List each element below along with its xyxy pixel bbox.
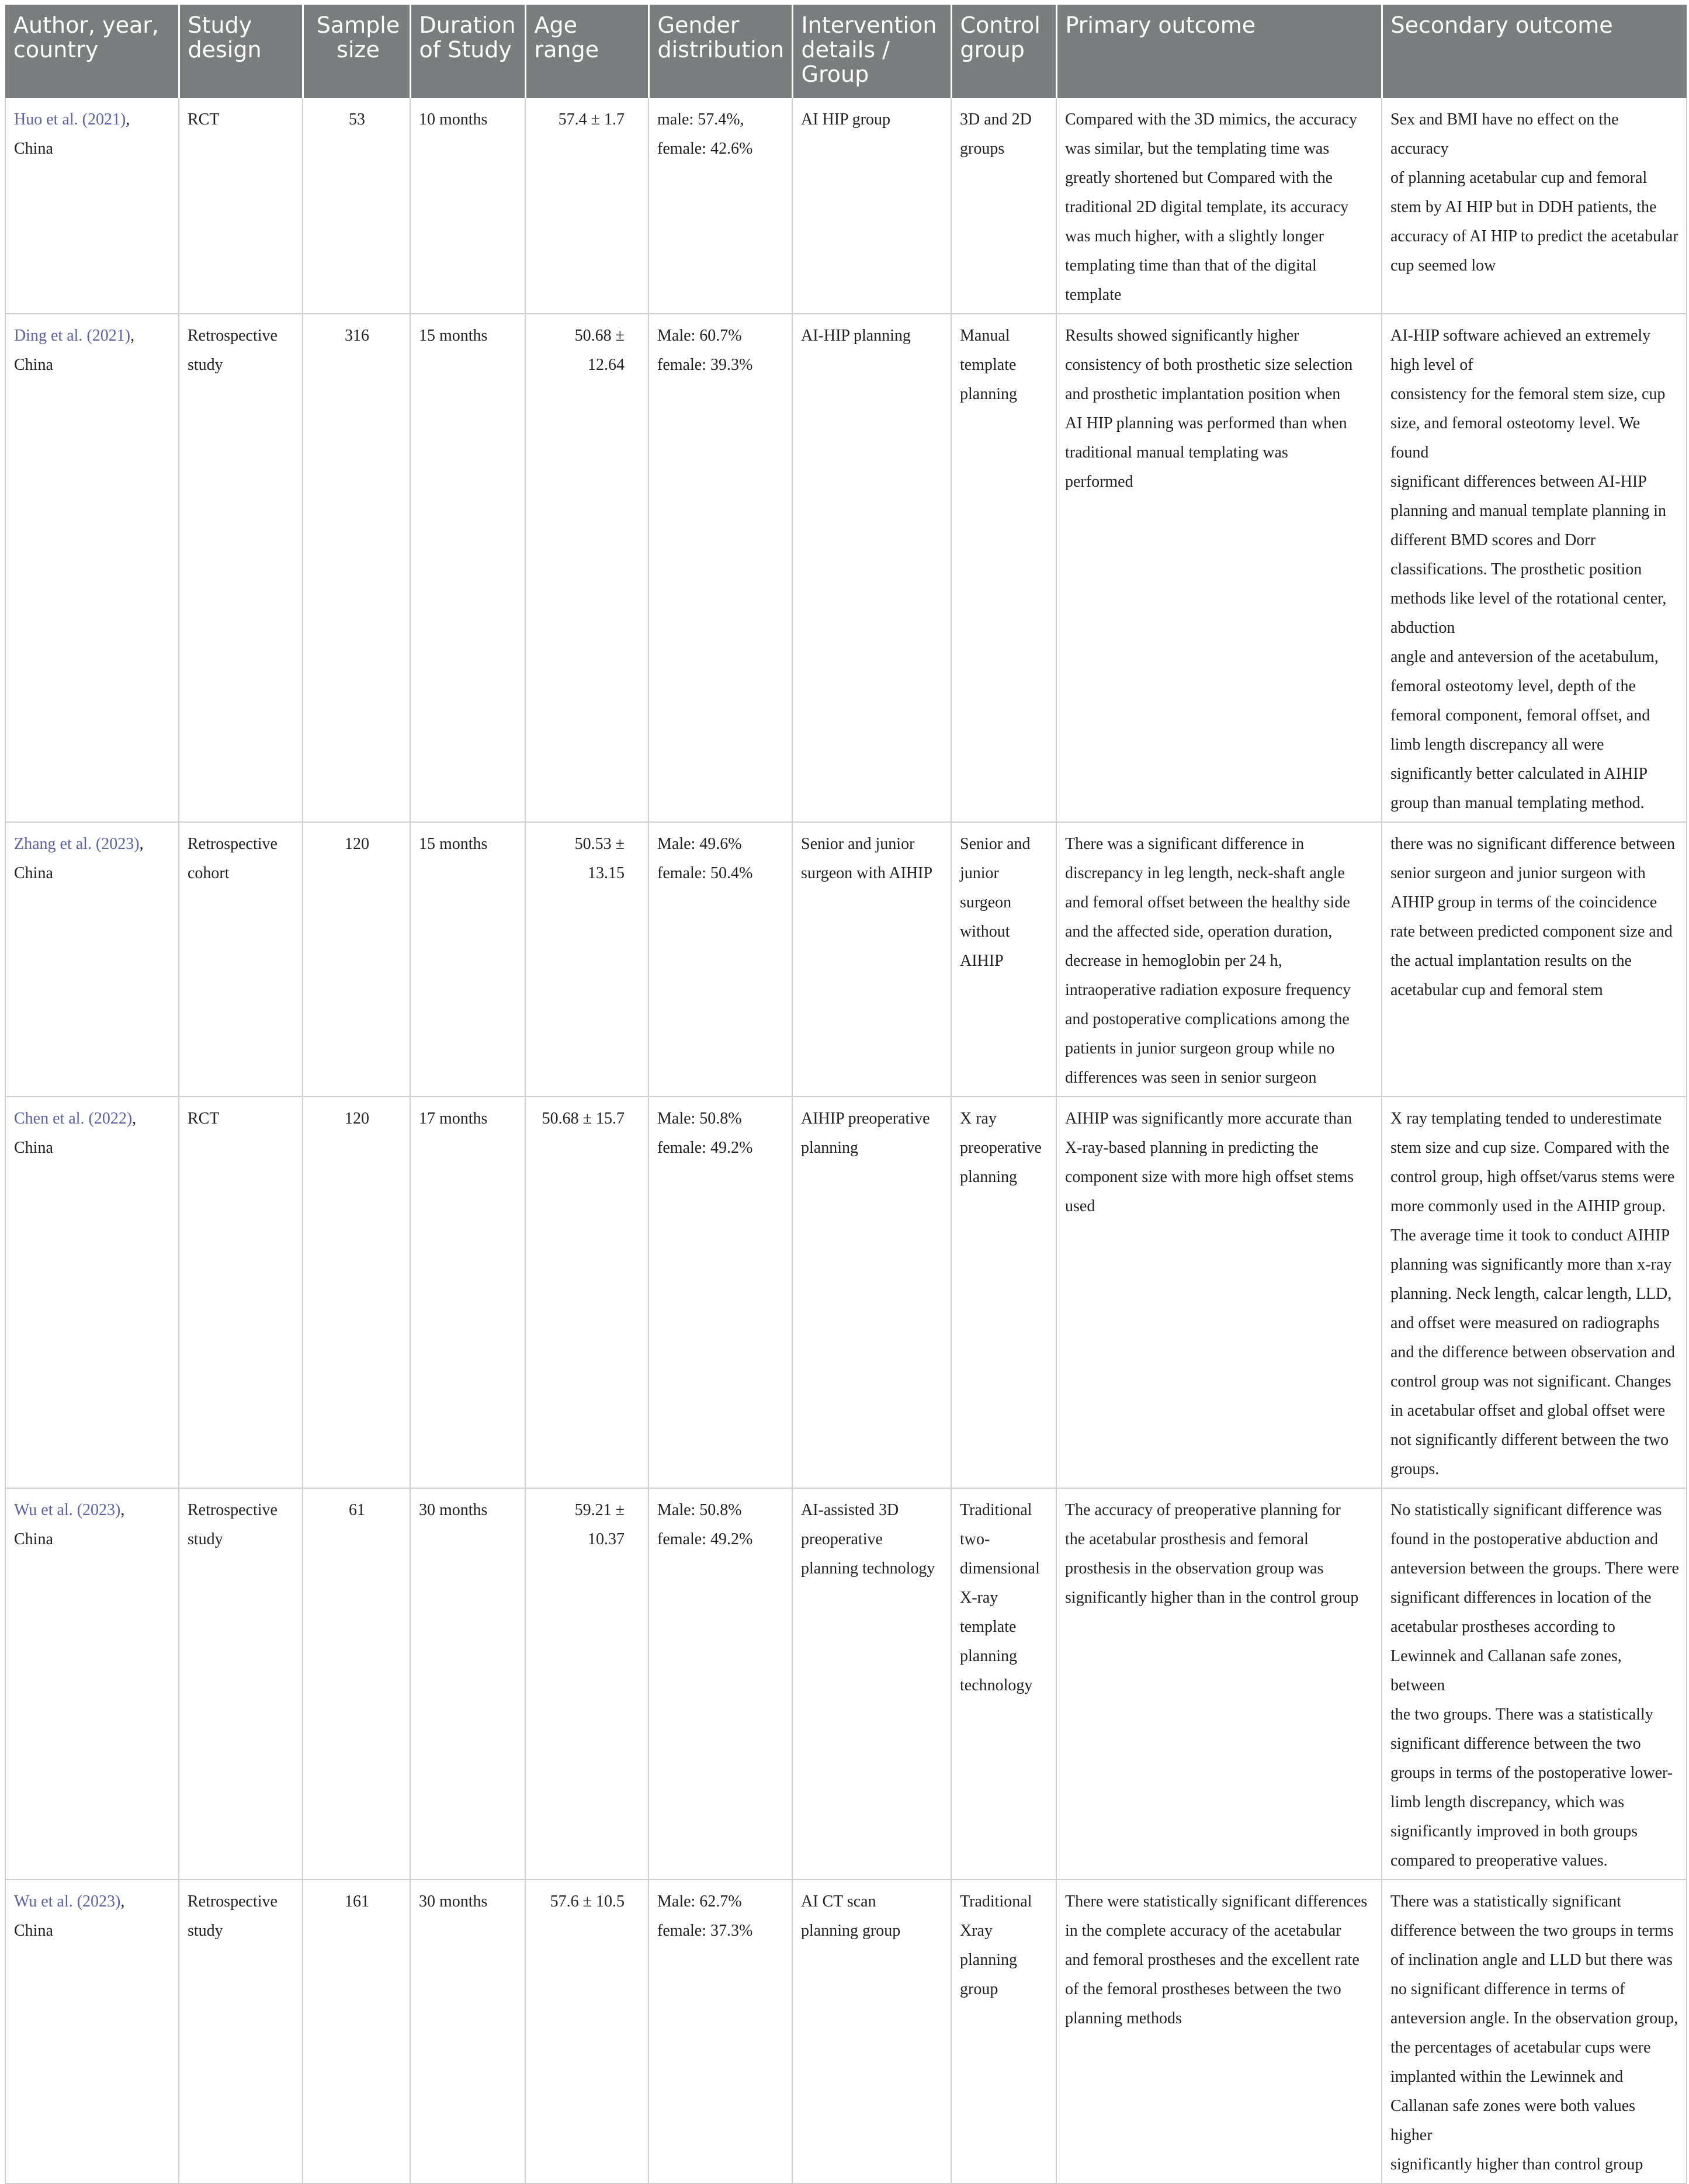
cell-author: Chen et al. (2022), China [5, 1097, 179, 1488]
cell-gender: Male: 60.7% female: 39.3% [648, 314, 792, 822]
cell-duration: 30 months [410, 1488, 525, 1880]
cell-design: Retrospective study [179, 314, 303, 822]
cell-control: Traditional Xray planning group [951, 1880, 1056, 2183]
studies-table-container [5, 5, 1686, 2184]
cell-duration: 15 months [410, 822, 525, 1097]
cell-author: Ding et al. (2021), China [5, 314, 179, 822]
cell-primary-outcome: There was a significant difference in discrepancy in leg length, neck-shaft angle and femoral offset between the healthy side and the affected side, operation duration, decrease in hemoglobin per 24 h, intraoperative radiation exposure frequency and postoperative complications among the patients in junior surgeon group while no differences was seen in senior surgeon [1056, 822, 1382, 1097]
country: China [14, 864, 53, 882]
table-row [5, 1880, 1687, 2183]
cell-control: 3D and 2D groups [951, 98, 1056, 314]
cell-control: Senior and junior surgeon without AIHIP [951, 822, 1056, 1097]
table-row [5, 822, 1687, 1097]
header-intervention: Intervention details / Group [792, 5, 951, 98]
cell-secondary-outcome: there was no significant difference between senior surgeon and junior surgeon with AIHIP group in terms of the coincidence rate between predicted component size and the actual implantation results on the acetabular cup and femoral stem [1382, 822, 1687, 1097]
cell-gender: male: 57.4%, female: 42.6% [648, 98, 792, 314]
header-secondary-outcome: Secondary outcome [1382, 5, 1687, 98]
cell-intervention: AI CT scan planning group [792, 1880, 951, 2183]
cell-secondary-outcome: AI-HIP software achieved an extremely high level of consistency for the femoral stem size, cup size, and femoral osteotomy level. We found significant differences between AI-HIP planning and manual template planning in different BMD scores and Dorr classifications. The prosthetic position methods like level of the rotational center, abduction angle and anteversion of the acetabulum, femoral osteotomy level, depth of the femoral component, femoral offset, and limb length discrepancy all were significantly better calculated in AIHIP group than manual templating method. [1382, 314, 1687, 822]
cell-author: Zhang et al. (2023), China [5, 822, 179, 1097]
country: China [14, 1139, 53, 1157]
table-row [5, 1097, 1687, 1488]
cell-sample: 161 [303, 1880, 410, 2183]
header-gender: Gender distribution [648, 5, 792, 98]
author-link[interactable]: Chen et al. (2022) [14, 1110, 133, 1128]
cell-age: 57.4 ± 1.7 [525, 98, 648, 314]
cell-primary-outcome: Results showed significantly higher consistency of both prosthetic size selection and prosthetic implantation position when AI HIP planning was performed than when traditional manual templating was performed [1056, 314, 1382, 822]
author-link[interactable]: Wu et al. (2023) [14, 1501, 121, 1519]
cell-intervention: AI-assisted 3D preoperative planning technology [792, 1488, 951, 1880]
cell-sample: 120 [303, 822, 410, 1097]
cell-sample: 53 [303, 98, 410, 314]
header-duration: Duration of Study [410, 5, 525, 98]
cell-design: Retrospective study [179, 1488, 303, 1880]
cell-duration: 17 months [410, 1097, 525, 1488]
cell-author: Wu et al. (2023), China [5, 1880, 179, 2183]
studies-table [5, 5, 1687, 2184]
cell-intervention: AI HIP group [792, 98, 951, 314]
cell-design: Retrospective cohort [179, 822, 303, 1097]
table-row [5, 98, 1687, 314]
cell-author: Huo et al. (2021), China [5, 98, 179, 314]
cell-age: 50.68 ± 12.64 [525, 314, 648, 822]
cell-primary-outcome: AIHIP was significantly more accurate than X-ray-based planning in predicting the component size with more high offset stems used [1056, 1097, 1382, 1488]
country: China [14, 140, 53, 158]
cell-sample: 316 [303, 314, 410, 822]
table-header [5, 5, 1687, 98]
cell-intervention: Senior and junior surgeon with AIHIP [792, 822, 951, 1097]
cell-gender: Male: 62.7% female: 37.3% [648, 1880, 792, 2183]
cell-duration: 30 months [410, 1880, 525, 2183]
author-link[interactable]: Huo et al. (2021) [14, 110, 126, 129]
cell-design: Retrospective study [179, 1880, 303, 2183]
cell-author: Wu et al. (2023), China [5, 1488, 179, 1880]
header-row [5, 5, 1687, 98]
cell-design: RCT [179, 1097, 303, 1488]
table-row [5, 314, 1687, 822]
country: China [14, 1922, 53, 1940]
cell-secondary-outcome: No statistically significant difference was found in the postoperative abduction and anteversion between the groups. There were significant differences in location of the acetabular prostheses according to Lewinnek and Callanan safe zones, between the two groups. There was a statistically significant difference between the two groups in terms of the postoperative lower- limb length discrepancy, which was significantly improved in both groups compared to preoperative values. [1382, 1488, 1687, 1880]
cell-sample: 120 [303, 1097, 410, 1488]
country: China [14, 356, 53, 374]
cell-age: 50.53 ± 13.15 [525, 822, 648, 1097]
header-age-range: Age range [525, 5, 648, 98]
cell-duration: 10 months [410, 98, 525, 314]
header-control: Control group [951, 5, 1056, 98]
table-row [5, 1488, 1687, 1880]
cell-control: Manual template planning [951, 314, 1056, 822]
author-link[interactable]: Ding et al. (2021) [14, 327, 131, 345]
cell-intervention: AI-HIP planning [792, 314, 951, 822]
cell-duration: 15 months [410, 314, 525, 822]
cell-secondary-outcome: There was a statistically significant difference between the two groups in terms of inclination angle and LLD but there was no significant difference in terms of anteversion angle. In the observation group, the percentages of acetabular cups were implanted within the Lewinnek and Callanan safe zones were both values higher significantly higher than control group [1382, 1880, 1687, 2183]
cell-design: RCT [179, 98, 303, 314]
header-sample-size: Sample size [303, 5, 410, 98]
cell-sample: 61 [303, 1488, 410, 1880]
cell-age: 57.6 ± 10.5 [525, 1880, 648, 2183]
author-link[interactable]: Wu et al. (2023) [14, 1892, 121, 1911]
header-author: Author, year, country [5, 5, 179, 98]
cell-gender: Male: 49.6% female: 50.4% [648, 822, 792, 1097]
cell-secondary-outcome: X ray templating tended to underestimate stem size and cup size. Compared with the control group, high offset/varus stems were more commonly used in the AIHIP group. The average time it took to conduct AIHIP planning was significantly more than x-ray planning. Neck length, calcar length, LLD, and offset were measured on radiographs and the difference between observation and control group was not significant. Changes in acetabular offset and global offset were not significantly different between the two groups. [1382, 1097, 1687, 1488]
header-primary-outcome: Primary outcome [1056, 5, 1382, 98]
cell-age: 59.21 ± 10.37 [525, 1488, 648, 1880]
cell-primary-outcome: Compared with the 3D mimics, the accuracy was similar, but the templating time was greatly shortened but Compared with the traditional 2D digital template, its accuracy was much higher, with a slightly longer templating time than that of the digital template [1056, 98, 1382, 314]
cell-primary-outcome: The accuracy of preoperative planning for the acetabular prosthesis and femoral prosthesis in the observation group was significantly higher than in the control group [1056, 1488, 1382, 1880]
table-body [5, 98, 1687, 2183]
cell-control: Traditional two- dimensional X-ray template planning technology [951, 1488, 1056, 1880]
cell-age: 50.68 ± 15.7 [525, 1097, 648, 1488]
cell-primary-outcome: There were statistically significant differences in the complete accuracy of the acetabular and femoral prostheses and the excellent rate of the femoral prostheses between the two planning methods [1056, 1880, 1382, 2183]
country: China [14, 1530, 53, 1548]
header-study-design: Study design [179, 5, 303, 98]
cell-secondary-outcome: Sex and BMI have no effect on the accuracy of planning acetabular cup and femoral stem by AI HIP but in DDH patients, the accuracy of AI HIP to predict the acetabular cup seemed low [1382, 98, 1687, 314]
cell-gender: Male: 50.8% female: 49.2% [648, 1488, 792, 1880]
author-link[interactable]: Zhang et al. (2023) [14, 835, 140, 853]
cell-intervention: AIHIP preoperative planning [792, 1097, 951, 1488]
cell-control: X ray preoperative planning [951, 1097, 1056, 1488]
cell-gender: Male: 50.8% female: 49.2% [648, 1097, 792, 1488]
